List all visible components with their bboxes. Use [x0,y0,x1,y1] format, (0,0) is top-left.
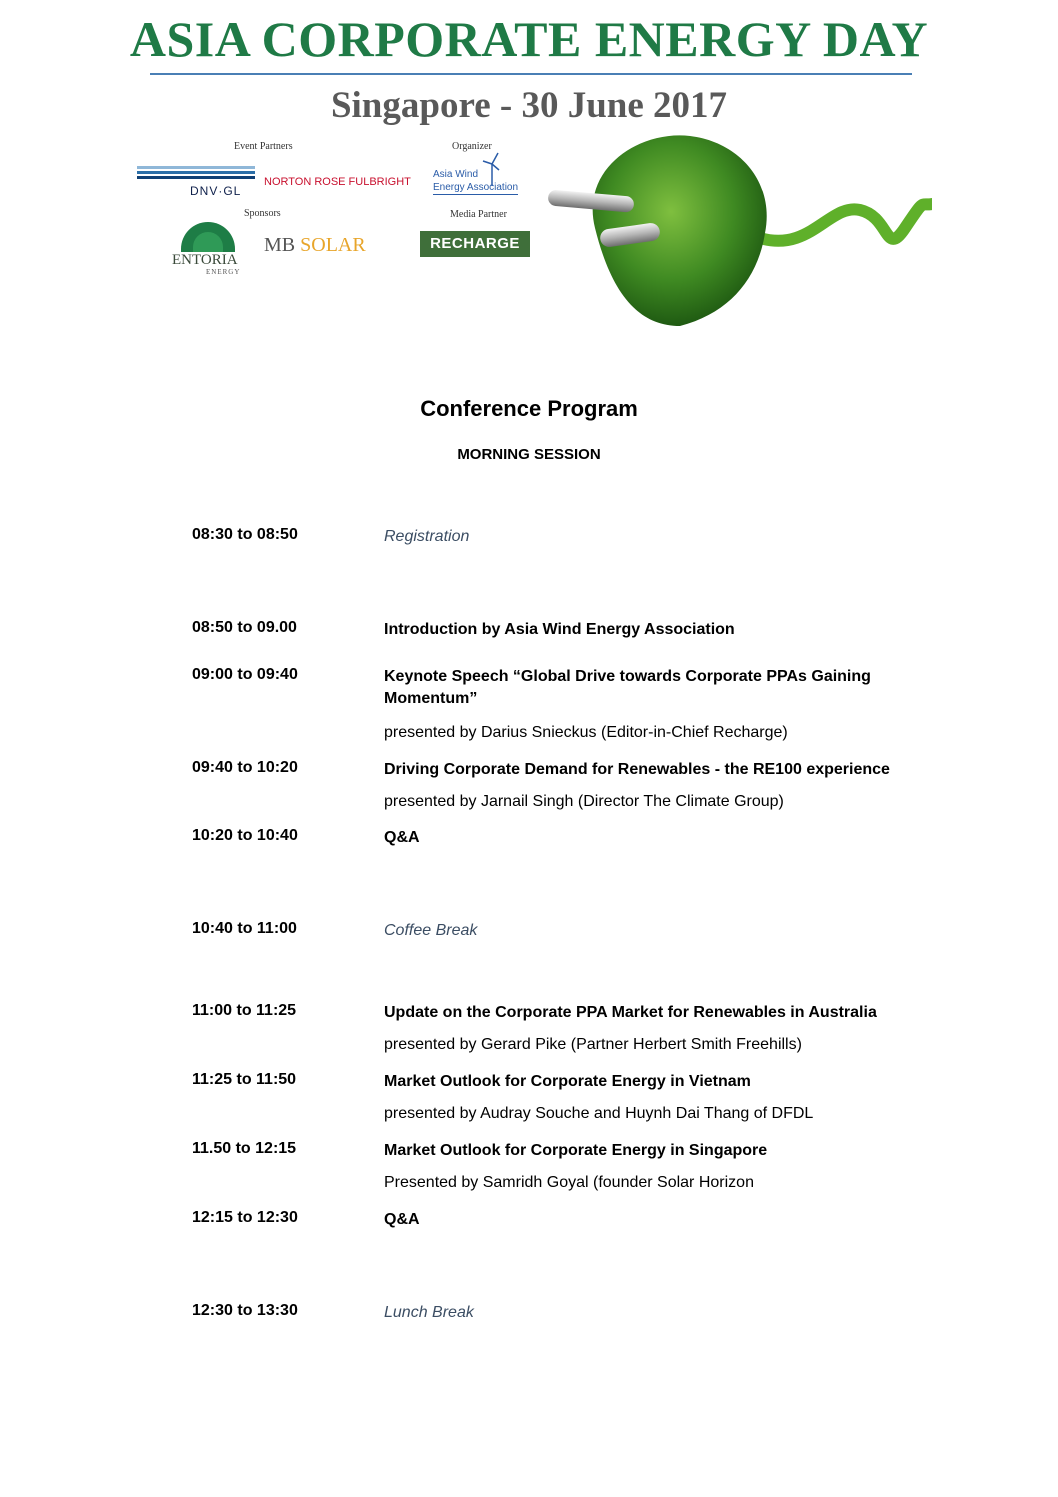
schedule-time: 11.50 to 12:15 [192,1140,297,1157]
schedule-time: 10:40 to 11:00 [192,920,297,937]
dnv-gl-logo-text: DNV·GL [190,184,242,198]
schedule-title: Keynote Speech “Global Drive towards Corporate PPAs Gaining Momentum” [384,668,871,707]
mb-solar-logo-solar: SOLAR [300,234,366,256]
schedule-time: 08:50 to 09.00 [192,619,297,636]
awea-line-2: Energy Association [433,182,519,193]
schedule-presenter: presented by Gerard Pike (Partner Herbert Smith Freehills) [384,1036,802,1053]
schedule-title: Market Outlook for Corporate Energy in Singapore [384,1142,768,1159]
schedule-presenter: Presented by Samridh Goyal (founder Solar Horizon [384,1174,754,1191]
session-heading: MORNING SESSION [457,446,601,463]
program-title: Conference Program [420,396,638,421]
schedule-title: Introduction by Asia Wind Energy Association [384,621,735,638]
schedule-presenter: presented by Audray Souche and Huynh Dai Thang of DFDL [384,1105,814,1122]
schedule-presenter: presented by Darius Snieckus (Editor-in-Chief Recharge) [384,724,788,741]
schedule-title: Market Outlook for Corporate Energy in Vietnam [384,1073,751,1090]
media-partner-label: Media Partner [450,209,507,220]
schedule-title: Update on the Corporate PPA Market for Renewables in Australia [384,1004,877,1021]
event-partners-label: Event Partners [234,141,293,152]
schedule-break: Registration [384,528,470,545]
schedule-break: Coffee Break [384,922,478,939]
entoria-logo-subtext: ENERGY [206,268,241,276]
schedule-time: 12:15 to 12:30 [192,1209,298,1226]
schedule-time: 10:20 to 10:40 [192,827,298,844]
green-grass-plug-icon [540,128,932,328]
event-subtitle: Singapore - 30 June 2017 [330,85,728,126]
schedule-presenter: presented by Jarnail Singh (Director The Climate Group) [384,793,784,810]
schedule-time: 12:30 to 13:30 [192,1302,298,1319]
schedule-time: 09:40 to 10:20 [192,759,298,776]
schedule-time: 08:30 to 08:50 [192,526,298,543]
organizer-label: Organizer [452,141,492,152]
schedule-title: Driving Corporate Demand for Renewables - the RE100 experience [384,761,890,778]
schedule-time: 11:00 to 11:25 [192,1002,297,1019]
entoria-logo-text: ENTORIA [172,252,238,268]
schedule-time: 09:00 to 09:40 [192,666,298,683]
page-title: ASIA CORPORATE ENERGY DAY [129,11,929,67]
mb-solar-logo-mb: MB [264,234,296,256]
awea-line-1: Asia Wind [433,169,479,180]
asia-wind-energy-association-logo [433,168,518,195]
schedule-title: Q&A [384,829,420,846]
entoria-logo-mark [181,222,235,252]
recharge-logo: RECHARGE [420,231,530,257]
schedule-break: Lunch Break [384,1304,474,1321]
mb-solar-logo [264,234,366,257]
title-divider [150,73,912,75]
schedule-title: Q&A [384,1211,420,1228]
schedule-time: 11:25 to 11:50 [192,1071,297,1088]
norton-rose-fulbright-logo: NORTON ROSE FULBRIGHT [264,176,411,188]
sponsors-label: Sponsors [244,208,281,219]
